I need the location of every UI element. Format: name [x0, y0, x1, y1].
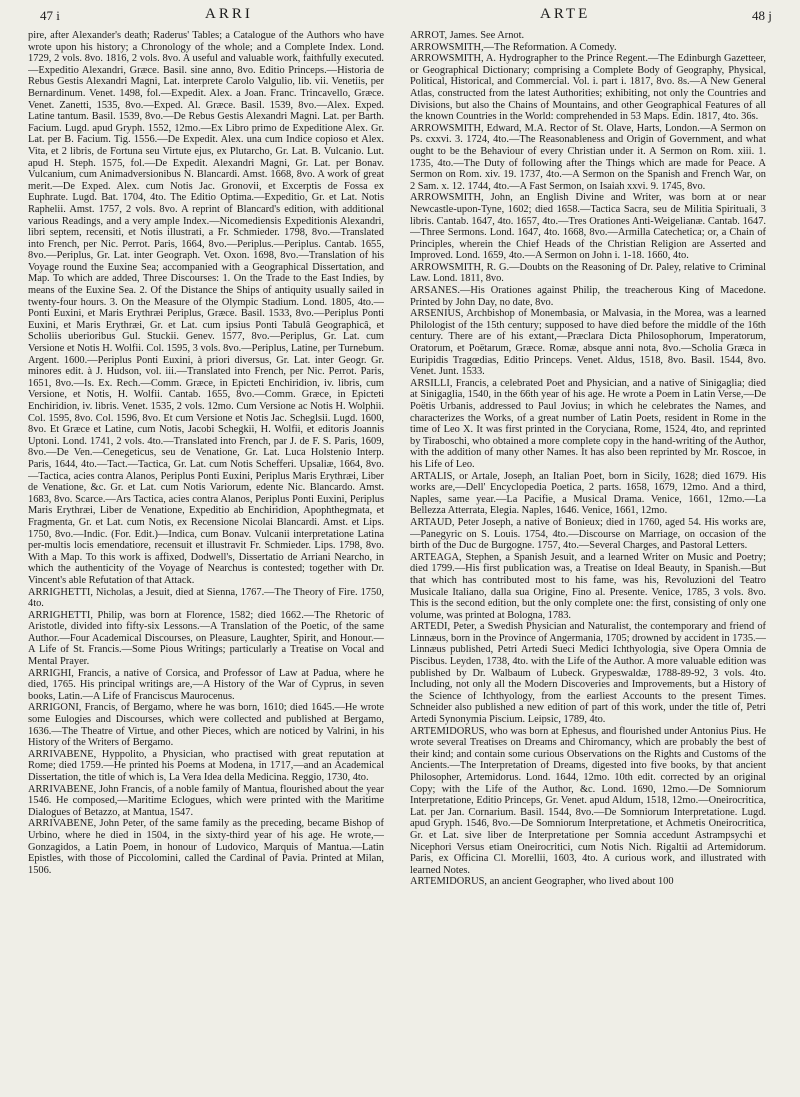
entry: ARTEMIDORUS, who was born at Ephesus, and flourished under Antonius Pius. He wrote several Treatises on Dreams and Chiromancy, which are probably the best of their kind; and contain some curious Observations on the Rights and Customs of the Ancients.—The Interpretation of Dreams, digested into five books, by that ancient Philosopher, Artemidorus. Lond. 1644, 12mo. 10th edit. corrected by an original Copy; with the Life of the Author, &c. Lond. 1690, 12mo.—De Somniorum Interpretatione, Editio Princeps, Gr. Venet. apud Aldum, 1518, 12mo.—Oneirocritica, Lat. per Jan. Cornarium. Basil. 1544, 8vo.—De Somniorum Interpretatione. Lugd. apud Gryph. 1546, 8vo.—De Somniorum Interpretatione, et Achmetis Oneirocritica, Gr. et Lat. sive liber de Interpretatione per Somnia accedunt Astrampsychi et Nicephori Versus etiam Oneirocritici, cum Notis Nich. Rigaltii ad Artemidorum. Paris, ex Officina Cl. Morellii, 1603, 4to. A curious work, and illustrated with learned Notes. [410, 725, 766, 876]
entry: ARRIGHETTI, Nicholas, a Jesuit, died at Sienna, 1767.—The Theory of Fire. 1750, 4to. [28, 586, 384, 610]
entry: ARRIGONI, Francis, of Bergamo, where he was born, 1610; died 1645.—He wrote some Eulogies and Discourses, which were collected and published at Bergamo, 1636.—The Theatre of Virtue, and other Pieces, which are noticed by Valrini, in his History of the Writers of Bergamo. [28, 702, 384, 749]
entry: ARRIVABENE, John Francis, of a noble family of Mantua, flourished about the year 1546. He composed,—Maritime Eclogues, which were printed with the Maritime Dialogues of Betazzo, at Mantua, 1547. [28, 783, 384, 818]
entry: ARRIVABENE, John Peter, of the same family as the preceding, became Bishop of Urbino, where he died in 1504, in the sixty-third year of his age. He wrote,—Gonzagidos, a Latin Poem, in honour of Ludovico, Marquis of Mantua.—Latin Epistles, with those of Piccolomini, called the Cardinal of Pavia. Printed at Milan, 1506. [28, 818, 384, 876]
entry: ARROWSMITH, A. Hydrographer to the Prince Regent.—The Edinburgh Gazetteer, or Geographical Dictionary; comprising a Complete Body of Geography, Physical, Political, Historical, and Commercial. Vol. i. part i. 1817, 8vo. 8s.—A New General Atlas, constructed from the latest Authorities; exhibiting, not only the Countries and Divisions, but also the Chains of Mountains, and other Geographical Features of all the known Countries in the World: comprehended in 53 Maps. Edin. 1817, 4to. 36s. [410, 53, 766, 123]
page-number-right: 48 j [752, 8, 772, 23]
entry: ARROT, James. See Arnot. [410, 30, 525, 41]
left-column [28, 30, 384, 1090]
entry: ARTEAGA, Stephen, a Spanish Jesuit, and a learned Writer on Music and Poetry; died 1799.—His first publication was, a Treatise on Ideal Beauty, in Spanish.—But that which has contributed most to his fame, was his, Revoluzioni del Teatro Musicale Italiano, dalla sua Origine, Fino al. Presente. Venice, 1785, 3 vols. 8vo. This is the second edition, but the only complete one: the first, consisting of only one volume, was printed at Bologna, 1783. [410, 551, 766, 621]
entry: ARRIVABENE, Hyppolito, a Physician, who practised with great reputation at Rome; died 1759.—He printed his Poems at Modena, in 1717,—and an Academical Dissertation, the title of which is, La Vera Idea della Medicina. Reggio, 1730, 4to. [28, 748, 384, 783]
entry: ARTEDI, Peter, a Swedish Physician and Naturalist, the contemporary and friend of Linnæus, born in the Province of Angermania, 1705; drowned by accident in 1735.—Linnæus published, Petri Artedi Sueci Medici Ichthyologia, sive Opera Omnia de Piscibus. Leyden, 1738, 4to. with the Life of the Author. A more valuable edition was published by Dr. Walbaum of Lubeck. Grypeswaldæ, 1788-89-92, 3 vols. 4to. Including, not only all the Modern Discoveries and Improvements, but a History of the Science of Ichthyology, from the earliest Accounts to the present Times. Schneider also published a new edition of part of this work, under the title of, Petri Artedi Synonymia Piscium. Leipsic, 1789, 4to. [410, 621, 766, 726]
entry: ARROWSMITH, Edward, M.A. Rector of St. Olave, Harts, London.—A Sermon on Ps. cxxvi. 3. 1724, 4to.—The Reasonableness and Origin of Government, and what ought to be the Behaviour of every Christian under it. A Sermon on Rom. xiii. 1. 1735, 4to.—The Duty of following after the Things which are made for Peace. A Sermon on Rom. xiv. 19. 1737, 4to.—A Sermon on the Spanish and French War, on 2 Sam. x. 12. 1744, 4to.—A Fast Sermon, on Isaiah xxvi. 9. 1745, 8vo. [410, 122, 766, 192]
entry: ARTEMIDORUS, an ancient Geographer, who lived about 100 [410, 876, 674, 888]
entry: ARRIGHETTI, Philip, was born at Florence, 1582; died 1662.—The Rhetoric of Aristotle, divided into fifty-six Lessons.—A Translation of the Poetic, of the same Author.—Four Academical Discourses, on Pleasure, Laughter, Spirit, and Honour.—A Life of St. Francis.—Some Pious Writings; particularly a Treatise on Vocal and Mental Prayer. [28, 609, 384, 668]
entry: ARSENIUS, Archbishop of Monembasia, or Malvasia, in the Morea, was a learned Philologist of the 15th century; supposed to have died before the middle of the 16th century. There are of his extant,—Præclara Dicta Philosophorum, Imperatorum, Oratorum, et Poëtarum, Græce. Romæ, absque anni nota, 8vo.—Scholia Græca in Euripidis Tragœdias, Editio Princeps. Venet. Aldus, 1518, 8vo. Basil. 1544, 8vo. Venet. Junt. 1533. [410, 308, 766, 378]
entry: ARROWSMITH, R. G.—Doubts on the Reasoning of Dr. Paley, relative to Criminal Law. Lond. 1811, 8vo. [410, 261, 766, 285]
entry: ARTAUD, Peter Joseph, a native of Bonieux; died in 1760, aged 54. His works are,—Panegyric on S. Louis. 1754, 4to.—Discourse on Marriage, on occasion of the birth of the Duc de Burgogne. 1757, 4to.—Several Charges, and Pastoral Letters. [410, 516, 766, 552]
right-column [410, 30, 766, 1090]
entry: ARROWSMITH, John, an English Divine and Writer, was born at or near Newcastle-upon-Tyne, 1602; died 1658.—Tactica Sacra, seu de Militia Spirituali, 3 libris. Cantab. 1647, 4to. 1657, 4to.—Tres Orationes Anti-Weigelianæ. Cantab. 1647.—Three Sermons. Lond. 1647, 4to. 1668, 8vo.—Armilla Catechetica; or, a Chain of Principles, wherein the Chief Heads of the Christian Religion are Asserted and Improved. Lond. 1659, 4to.—A Sermon on John i. 1-18. 1660, 4to. [410, 192, 766, 262]
entry: ARRIGHI, Francis, a native of Corsica, and Professor of Law at Padua, where he died, 1765. His principal writings are,—A History of the War of Cyprus, in seven books, Latin.—A Life of Franciscus Maurocenus. [28, 667, 384, 702]
entry: ARSANES.—His Orationes against Philip, the treacherous King of Macedone. Printed by John Day, no date, 8vo. [410, 285, 766, 308]
page-number-left: 47 i [40, 8, 60, 23]
entry: ARROWSMITH,—The Reformation. A Comedy. [410, 41, 617, 53]
entry: ARTALIS, or Artale, Joseph, an Italian Poet, born in Sicily, 1628; died 1679. His works are,—Dell' Encyclopedia Poetica, 2 parts. 1658, 1679, 12mo. And a third, Naples, same year.—La Pacifie, a Musical Drama. Venice, 1661, 12mo.—La Bellezza Atterrata, Elegia. Naples, 1646. Venice, 1661, 12mo. [410, 470, 766, 517]
running-head-left: ARRI [205, 6, 253, 22]
running-header [0, 6, 800, 28]
entry: ARSILLI, Francis, a celebrated Poet and Physician, and a native of Sinigaglia; died at Sinigaglia, 1540, in the 66th year of his age. He wrote a Poem in Latin Verse,—De Poëtis Urbanis, addressed to Paul Jovius; in which he celebrates the Names, and characterizes the Works, of a great number of Latin Poets, resident in Rome in the time of Leo X. It was first printed in the Coryciana, Rome, 1524, 4to, and reprinted by Tiraboschi, who obtained a more complete copy in the hand-writing of the Author, with the addition of many other Names. It has also been reprinted by Mr. Roscoe, in his Life of Leo. [410, 377, 766, 470]
running-head-right: ARTE [540, 6, 591, 22]
entry: pire, after Alexander's death; Raderus' Tables; a Catalogue of the Authors who have wrote upon his history; a Chronology of the whole; and a Complete Index. Lond. 1729, 2 vols. 8vo. 1816, 2 vols. 8vo. A useful and valuable work, faithfully executed.—Expeditio Alexandri, Græce. Basil. sine anno, 8vo. Editio Princeps.—Historia de Rebus Gestis Alexandri Magni, Lat. interprete Carolo Valgulio, lib. vii. Venetiis, per Bernardinum. Venet. 1498, fol.—Expedit. Alex. a Joan. Franc. Trincavello, Græce. Venet. Zanetti, 1535, 8vo.—Exped. Al. Græce. Basil. 1539, 8vo.—Alex. Exped. Latine tantum. Basil. 1539, 8vo.—De Rebus Gestis Alexandri Magni. Lat. per Barth. Facium. Lugd. apud Gryph. 1552, 12mo.—Ex Libro primo de Expeditione Alex. Gr. Lat. per B. Facium. Tig. 1556.—De Expedit. Alex. una cum Indice copioso et Alex. Vita, et 2 libris, de Fortuna seu Virtute ejus, ex Plutarcho, Gr. Lat. B. Vulcanio. Lut. apud H. Steph. 1575, fol.—De Expedit. Alexandri Magni, Gr. Lat. per Bonav. Vulcanium, cum Animadversionibus N. Blancardi. Amst. 1668, 8vo. A work of great merit.—De Exped. Alex. cum Notis Jac. Gronovii, et Excerptis de Fossa ex Euphrate. Lugd. Bat. 1704, 4to. The Editio Optima.—Expeditio, Gr. et Lat. Notis Raphelii. Amst. 1757, 2 vols. 8vo. A reprint of Blancard's edition, with additional various Readings, and a very ample Index.—Nicomediensis Expeditionis Alexandri, libri septem, recensiti, et Notis illustrati, a Fr. Schmieder. 1798, 8vo.—Translated into French, per Nic. Perrot. Paris, 1664, 8vo.—Periplus.—Periplus. Cantab. 1655, 8vo.—Periplus, Gr. Lat. inter Geograph. Vet. Oxon. 1698, 8vo.—Translation of his Voyage round the Euxine Sea; accompanied with a Geographical Dissertation, and Map. To which are added, Three Discourses: 1. On the Trade to the East Indies, by means of the Euxine Sea. 2. Of the Distance the Ships of antiquity usually sailed in twenty-four hours. 3. On the Measure of the Olympic Stadium. Lond. 1805, 4to.—Ponti Euxini, et Maris Erythræi Periplus, Græce. Basil. 1533, 8vo.—Periplus Ponti Euxini, et Maris Erythræi, Gr. et Lat. cum ipsius Ponti Tabulâ Geographicâ, et Scholiis uberioribus Gul. Stuckii. Genev. 1577, 8vo.—Periplus, Gr. Lat. cum Versione et Notis H. Wolfii. Col. 1595, 3 vols. 8vo.—Periplus, Latine, per Turnebum. Argent. 1600.—Periplus Ponti Euxini, à priori diversus, Gr. Lat. inter Geogr. Gr. minores edit. à J. Hudson, vol. iii.—Translated into French, per Nic. Perrot. Paris, 1651, 8vo.—Is. Ex. Rech.—Comm. Græce, in Epicteti Enchiridion, iv. libris, cum Versione, et Notis, H. Wolfii. Cantab. 1655, 8vo.—Comm. Græce, in Epicteti Enchiridion, iv. libris. Venet. 1535, 2 vols. 12mo. Cum Versione ac Notis H. Wolphii. Col. 1595, 8vo. Col. 1596, 8vo. Et cum Versione et Notis Jac. Scheglsii. Lugd. 1600, 8vo. Et Græce et Latine, cum Notis, Jacobi Schegkii, H. Wolfii, et editoris Joannis Uptoni. Lond. 1741, 2 vols. 4to.—Translated into French, par J. de F. S. Paris, 1609, 8vo.—De Ven.—Cenegeticus, seu de Venatione, Gr. Lat. Luca Holstenio Interp. Paris, 1644, 4to.—Tact.—Tactica, Gr. Lat. cum Notis Schefferi. Upsaliæ, 1664, 8vo.—Tactica, acies contra Alanos, Periplus Ponti Euxini, Periplus Maris Erythræi, Liber de Venatione, &c. Gr. et Lat. cum Notis Variorum, edente Nic. Blancardo. Amst. 1683, 8vo. Scarce.—Ars Tactica, acies contra Alanos, Periplus Ponti Euxini, Periplus Maris Erythræi, Liber de Venatione, Expeditio ab Enchiridion, Apophthegmata, et Fragmenta, Gr. et Lat. cum Notis, ex Recensione Nicolai Blancardi. Amst. et Lips. 1750, 8vo.—Indic. (For. Edit.)—Indica, cum Bonav. Vulcanii interpretatione Latina per-multis locis emendatiore, recensuit et illustravit Fr. Schmieder. Lips. 1798, 8vo. With a Map. To this work is affixed, Dodwell's, Dissertatio de Arriani Nearcho, in which the authenticity of the Voyage of Nearchus is contested; together with Dr. Vincent's able Refutation of that Attack. [28, 30, 384, 586]
